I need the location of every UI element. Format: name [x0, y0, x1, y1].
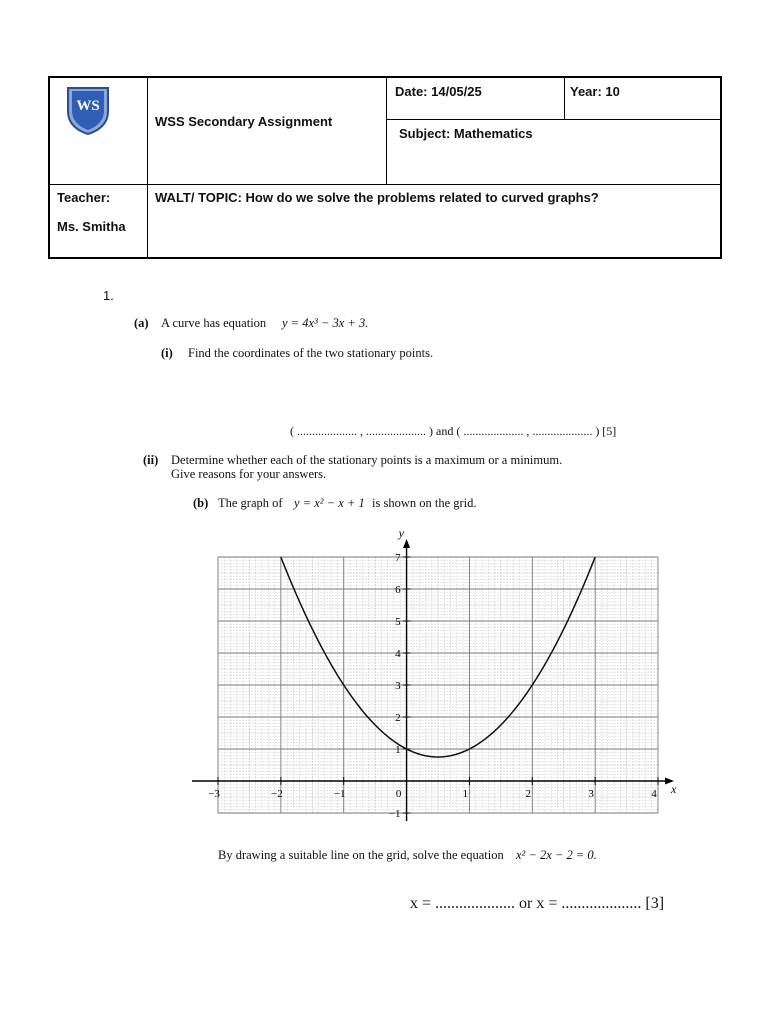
- x-tick-label: 3: [588, 788, 594, 800]
- year: Year: 10: [570, 84, 620, 99]
- answer-line-x: x = .................... or x = .................... [3]: [410, 895, 665, 912]
- y-axis-arrow: [403, 539, 410, 548]
- part-ai-text: Find the coordinates of the two stationary points.: [188, 346, 434, 360]
- x-tick-label: −2: [270, 788, 283, 800]
- y-axis-label: y: [398, 526, 404, 540]
- part-a-label: (a): [134, 316, 149, 330]
- y-tick-label: −1: [388, 808, 401, 820]
- x-tick-label: 1: [462, 788, 469, 800]
- part-aii-text-2: Give reasons for your answers.: [171, 467, 327, 481]
- x-tick-label: 2: [525, 788, 532, 800]
- x-tick-label: 4: [651, 788, 657, 800]
- walt-topic: WALT/ TOPIC: How do we solve the problems related to curved graphs?: [155, 190, 599, 205]
- instruction-text: By drawing a suitable line on the grid, solve the equation: [218, 848, 504, 862]
- y-tick-label: 1: [395, 744, 401, 756]
- y-tick-label: 7: [395, 552, 401, 564]
- answer-line-coordinates: ( .................... , .................... ) and ( .................... , .................... ) [5]: [290, 424, 617, 438]
- instruction-equation: x² − 2x − 2 = 0.: [516, 848, 597, 862]
- x-axis-label: x: [671, 782, 677, 796]
- part-a-equation: y = 4x³ − 3x + 3.: [282, 316, 369, 330]
- y-tick-label: 5: [395, 616, 401, 628]
- part-a-text: A curve has equation: [161, 316, 267, 330]
- teacher-name: Ms. Smitha: [57, 219, 126, 234]
- part-aii-text: Determine whether each of the stationary points is a maximum or a minimum.: [171, 453, 563, 467]
- y-tick-label: 3: [395, 680, 401, 692]
- part-b-equation: y = x² − x + 1: [294, 496, 365, 510]
- date: Date: 14/05/25: [395, 84, 482, 99]
- question-number: 1.: [103, 288, 114, 303]
- subject: Subject: Mathematics: [399, 126, 533, 141]
- x-tick-label: −1: [333, 788, 346, 800]
- part-b-text: The graph of: [218, 496, 283, 510]
- y-tick-label: 6: [395, 584, 401, 596]
- x-tick-label: −3: [208, 788, 220, 800]
- part-b-text-2: is shown on the grid.: [372, 496, 477, 510]
- assignment-title: WSS Secondary Assignment: [155, 114, 333, 129]
- part-b-label: (b): [193, 496, 209, 510]
- part-aii-label: (ii): [143, 453, 159, 467]
- teacher-label: Teacher:: [57, 190, 111, 205]
- y-tick-label: 4: [395, 648, 401, 660]
- logo-text: WS: [76, 98, 100, 114]
- x-tick-label: 0: [395, 788, 402, 800]
- y-tick-label: 2: [395, 712, 401, 724]
- part-ai-label: (i): [161, 346, 173, 360]
